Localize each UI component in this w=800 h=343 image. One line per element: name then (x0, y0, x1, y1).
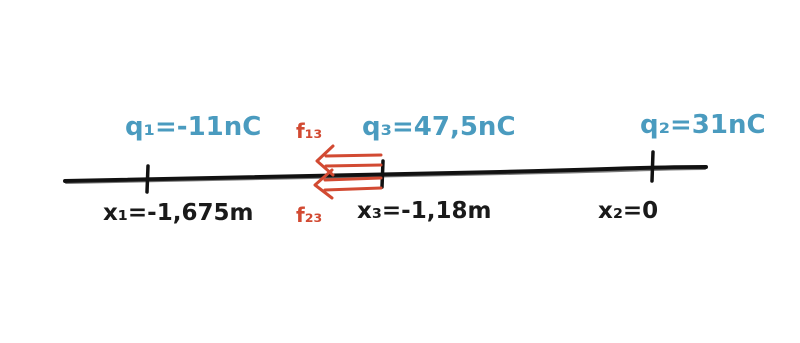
axis-line (65, 167, 706, 181)
force-label-f23: f₂₃ (296, 203, 323, 227)
position-label-x2: x₂=0 (598, 198, 659, 224)
tick-x1 (147, 166, 148, 192)
charge-label-q1: q₁=-11nC (125, 112, 262, 142)
charge-label-q3: q₃=47,5nC (362, 112, 516, 142)
force-label-f13: f₁₃ (296, 119, 323, 143)
position-label-x3: x₃=-1,18m (357, 198, 492, 224)
position-label-x1: x₁=-1,675m (103, 200, 254, 226)
force-arrow-f13 (317, 146, 381, 175)
tick-x2 (652, 152, 653, 181)
charge-label-q2: q₂=31nC (640, 110, 766, 140)
